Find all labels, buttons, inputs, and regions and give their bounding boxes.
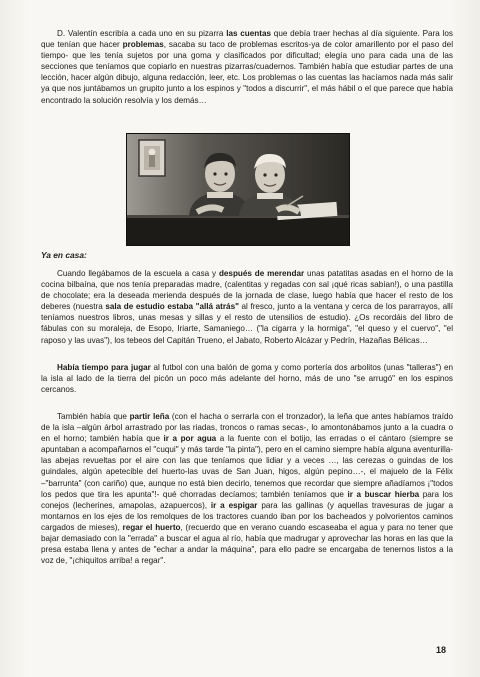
text-run: al fresco, junto a la ventana y cerca de los pararrayos, allí teníamos nuestros libros, unas mesas y sillas y el resto de utensilios de estudio). ¿Os recordáis del libro de fábulas con su moraleja, de Esopo, Iriarte, Samaniego… ("la cigarra y la hormiga", "el queso y el cuervo", "el raposo y las uvas"), los tebeos del Capitán Trueno, el Jabato, Roberto Alcázar y Pedrín, Hazañas Bélicas… xyxy=(41,302,453,345)
text-run: para los conejos (lecherines, amapolas, azapuercos), xyxy=(41,489,453,510)
bold-run: Había tiempo para jugar xyxy=(57,363,151,372)
bold-run: las cuentas xyxy=(226,29,271,38)
bold-run: sala de estudio estaba "allá atrás" xyxy=(105,302,239,312)
text-run: (con el hacha o serrarla con el tronzador), la leña que antes habíamos traído de la isla –algún árbol arrastrado por las riadas, troncos o ramas secas-, lo amontonábamos junto a la cuadra o en el horno; también había que xyxy=(41,412,453,444)
paragraph-playtime xyxy=(41,362,453,395)
school-boys-photo xyxy=(126,133,350,246)
bold-run: ir a por agua xyxy=(163,434,217,444)
text-run: al futbol con una balón de goma y como portería dos arbolitos (unas "talleras") en la isla al lado de la tierra del picón un poco más adelante del horno, más de uno "se arrugó" en los espinos cercanos. xyxy=(41,363,453,395)
bold-run: ir a espigar xyxy=(210,500,258,510)
photo-illustration xyxy=(127,134,349,245)
text-run: D. Valentín escribía a cada uno en su pizarra xyxy=(57,29,227,38)
text-run: que debía traer hechas al día siguiente. Para los que tenían que hacer xyxy=(41,29,453,50)
bold-run: después de merendar xyxy=(218,269,305,278)
text-run: , (recuerdo que en verano cuando escaseaba el agua y para no tener que bajar demasiado con la "errada" a buscar el agua al río, había que madrugar y aprovechar las horas en las que la presa estaba llena y antes de "echar a andar la máquina", para ello padre se encargaba de tenernos listos a la voz de, "¡chiquitos arriba! a regar". xyxy=(41,522,453,566)
paragraph-homework xyxy=(41,28,453,106)
section-heading: Ya en casa: xyxy=(41,250,87,260)
text-run: Cuando llegábamos de la escuela a casa y xyxy=(57,269,219,278)
paragraph-chores xyxy=(41,411,453,566)
bold-run: regar el huerto xyxy=(122,522,181,532)
text-run: para las gallinas (y aquellas travesuras de jugar a montarnos en los ejes de los remolques de los tractores cuando iban por los bacheados y polvorientos caminos cargados de mieses), xyxy=(41,500,453,532)
text-run: , sacaba su taco de problemas escritos-ya de color amarillento por el paso del tiempo- que les tenía sujetos por una goma y clasificados por dificultad; elegía uno para cada una de las secciones que teníamos que copiarlo en nuestras pizarras/cuadernos. También había que estudiar partes de una lección, hacer algún dibujo, alguna redacción, leer, etc. Los problemas o las cuentas las hacíamos nada más salir ya que nos juntábamos un grupito junto a los espinos y "todos a discurrir", el más hábil o el que parece que había encontrado la solución resolvía y los demás… xyxy=(41,40,453,105)
bold-run: ir a buscar hierba xyxy=(347,489,420,499)
text-run: También había que xyxy=(57,412,130,421)
bold-run: problemas xyxy=(122,40,164,50)
text-run: unas patatitas asadas en el horno de la cocina bilbaína, que nos tenía preparadas madre, (calentitas y regadas con sal ¡qué ricas sabían!), o una pastilla de chocolate; era la deseada merienda después de la jornada de clase, luego había que hacer el resto de los deberes (nuestra xyxy=(41,269,453,312)
page-number: 18 xyxy=(436,645,447,655)
paragraph-at-home xyxy=(41,268,453,346)
text-run: a la fuente con el botijo, las erradas o el cántaro (siempre se apuntaban a acompañarnos el "cuqui" y más tarde "la pinta"), pero en el camino siempre había alguna aventurilla-las abejas revueltas por el aire con las que teníamos que lidiar y a veces …, las cerezas o guindas de los guindales, algún apetecible del huerto-las uvas de San Juan, higos, algún pepino…-, el majuelo de la Félix –"barrunta" (con cariño) que, aunque no está bien decirlo, tenemos que recordar que siempre añadíamos ¡"todos los pedos que tira les apunta"!- qué chorradas decíamos; también teníamos que xyxy=(41,434,453,499)
bold-run: partir leña xyxy=(129,412,170,421)
